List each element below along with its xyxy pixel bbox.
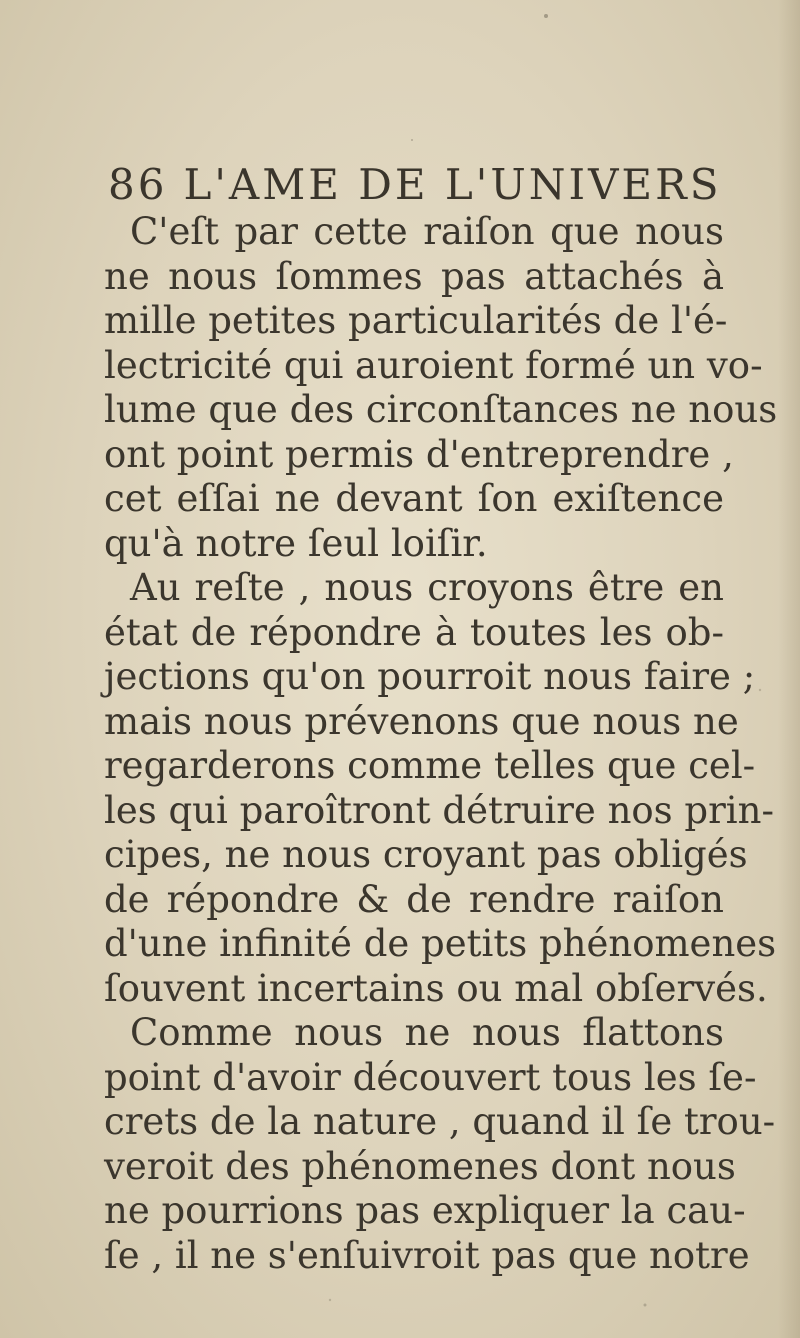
text-line: mille petites particularités de l'é- [104,299,728,342]
text-line: lume que des circonſtances ne nous [104,388,778,431]
text-line: Comme nous ne nous flattons [130,1011,724,1054]
running-header [108,160,721,209]
paragraph [104,210,778,566]
page-number: 86 [108,160,168,209]
text-line: les qui paroîtront détruire nos prin- [104,788,774,832]
text-line: Au reſte , nous croyons être en [130,566,724,609]
text-line: d'une infinité de petits phénomenes [104,922,777,965]
text-line: jections qu'on pourroit nous faire ; [104,655,756,698]
text-line: veroit des phénomenes dont nous [104,1144,736,1188]
running-title: L'AME DE L'UNIVERS [183,160,722,209]
text-line: ſouvent incertains ou mal obſervés. [104,966,768,1010]
text-line: état de répondre à toutes les ob- [104,610,724,654]
text-line: qu'à notre ſeul loiſir. [104,521,488,565]
text-line: cet eſſai ne devant ſon exiſtence [104,477,724,520]
paragraph [104,566,777,1011]
paragraph [104,1011,776,1278]
body-text [104,210,778,1278]
text-line: regarderons comme telles que cel- [104,744,756,787]
text-line: mais nous prévenons que nous ne [104,699,739,743]
text-line: point d'avoir découvert tous les ſe- [104,1055,757,1099]
text-line: ont point permis d'entreprendre , [104,432,734,476]
text-line: C'eſt par cette raiſon que nous [130,210,724,253]
text-line: de répondre & de rendre raiſon [104,877,724,921]
text-line: cipes, ne nous croyant pas obligés [104,833,748,876]
text-line: lectricité qui auroient formé un vo- [104,343,763,387]
text-line: ſe , il ne s'enſuivroit pas que notre [104,1233,750,1277]
text-line: ne nous ſommes pas attachés à [104,254,724,298]
text-line: ne pourrions pas expliquer la cau- [104,1189,746,1232]
text-line: crets de la nature , quand il ſe trou- [104,1100,776,1143]
